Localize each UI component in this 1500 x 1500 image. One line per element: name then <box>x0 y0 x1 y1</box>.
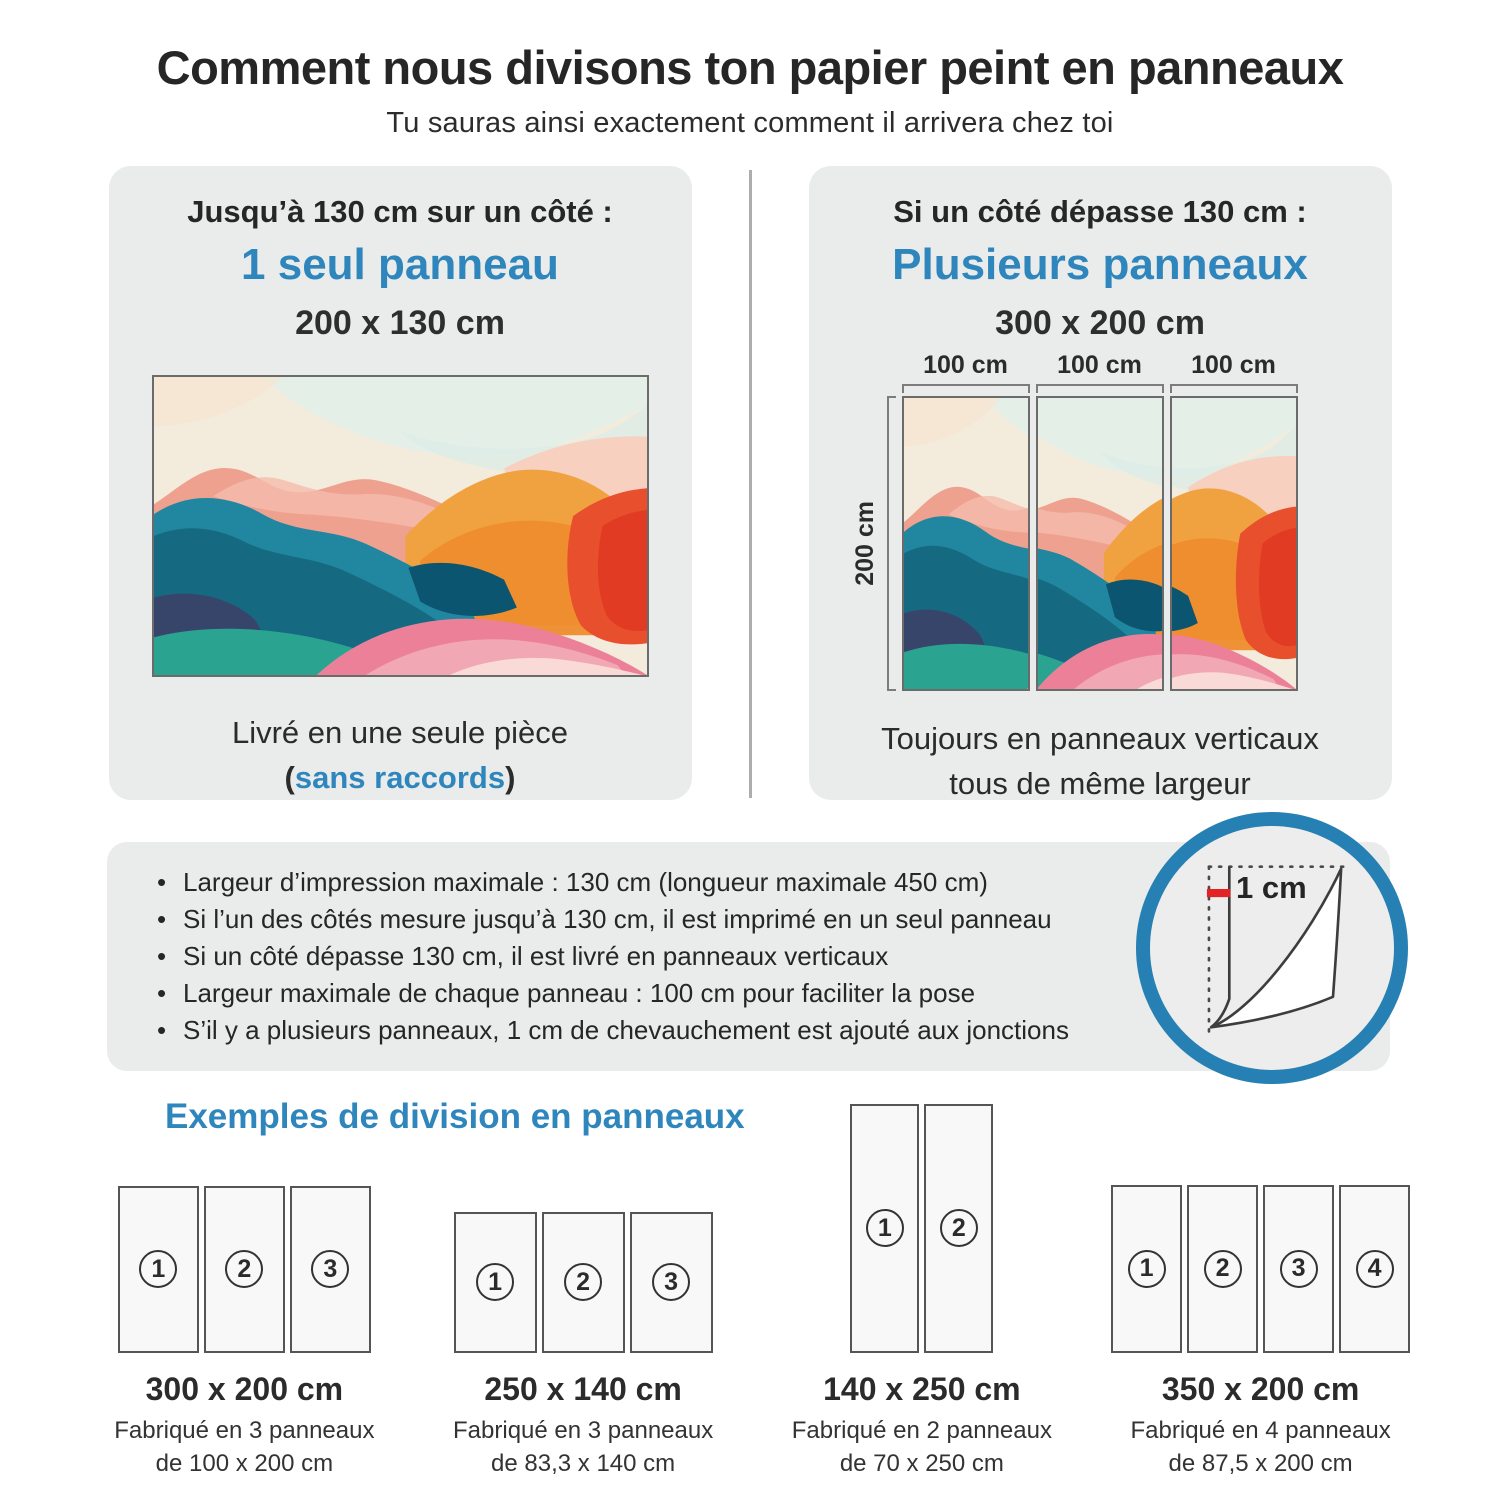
examples-row <box>0 1101 1500 1480</box>
rules-summary-box <box>107 842 1390 1071</box>
panel <box>290 1186 371 1353</box>
panel <box>454 1212 537 1353</box>
single-panel-card <box>109 166 692 800</box>
wallpaper-artwork <box>154 377 647 675</box>
panel <box>1111 1185 1182 1353</box>
width-measures <box>902 351 1298 393</box>
panel-number: 2 <box>1204 1250 1242 1288</box>
example-desc-line2: de 100 x 200 cm <box>155 1449 334 1477</box>
multi-panel-caption <box>809 717 1392 807</box>
single-panel-caption-line1: Livré en une seule pièce <box>231 715 569 750</box>
panel-number: 1 <box>1128 1250 1166 1288</box>
width-measure-3 <box>1170 351 1298 393</box>
multi-panel-headline: Plusieurs panneaux <box>892 240 1308 289</box>
single-panel-caption <box>109 711 692 801</box>
examples-heading: Exemples de division en panneaux <box>165 1096 745 1136</box>
example-description <box>453 1414 713 1480</box>
wallpaper-panel-1 <box>902 396 1030 691</box>
example-description <box>114 1414 374 1480</box>
example-300x200 <box>75 1101 414 1480</box>
overlap-icon <box>1136 812 1408 1084</box>
example-desc-line2: de 70 x 250 cm <box>839 1449 1004 1477</box>
width-measure-bracket <box>1036 384 1164 393</box>
page-header <box>0 0 1500 140</box>
rule-item: • Largeur maximale de chaque panneau : 100 cm pour faciliter la pose <box>153 975 1163 1012</box>
panel <box>204 1186 285 1353</box>
height-measure-label: 200 cm <box>850 501 879 586</box>
panel-split-diagram <box>783 351 1366 691</box>
example-size: 300 x 200 cm <box>145 1370 344 1407</box>
wallpaper-artwork <box>904 398 1030 689</box>
example-description <box>792 1414 1052 1480</box>
wallpaper-artwork <box>1036 398 1164 689</box>
single-panel-headline: 1 seul panneau <box>241 240 559 289</box>
multi-panel-card <box>809 166 1392 800</box>
rule-item: • Si l’un des côtés mesure jusqu’à 130 cm, il est imprimé en un seul panneau <box>153 901 1163 938</box>
width-measure-1 <box>902 351 1030 393</box>
wallpaper-panel-3 <box>1170 396 1298 691</box>
example-desc-line2: de 83,3 x 140 cm <box>491 1449 676 1477</box>
single-panel-condition: Jusqu’à 130 cm sur un côté : <box>187 194 613 229</box>
width-measure-bracket <box>902 384 1030 393</box>
example-desc-line2: de 87,5 x 200 cm <box>1168 1449 1353 1477</box>
panel-number: 2 <box>225 1250 263 1288</box>
rule-item: • Si un côté dépasse 130 cm, il est livré en panneaux verticaux <box>153 938 1163 975</box>
page-subtitle: Tu sauras ainsi exactement comment il arrivera chez toi <box>386 107 1114 139</box>
panel-number: 1 <box>866 1209 904 1247</box>
example-size: 140 x 250 cm <box>823 1370 1021 1407</box>
panel-number: 4 <box>1356 1250 1394 1288</box>
overlap-measure-label: 1 cm <box>1236 870 1307 905</box>
panel <box>118 1186 199 1353</box>
rules-list <box>153 864 1163 1049</box>
panel-number: 3 <box>311 1250 349 1288</box>
example-140x250 <box>753 1101 1092 1480</box>
panels-block <box>902 351 1298 691</box>
width-measure-2 <box>1036 351 1164 393</box>
panel-rule-cards <box>0 166 1500 800</box>
wallpaper-panel-2 <box>1036 396 1164 691</box>
page-title: Comment nous divisons ton papier peint en panneaux <box>156 41 1344 94</box>
panel-number: 1 <box>476 1263 514 1301</box>
example-250x140 <box>414 1101 753 1480</box>
panel <box>1263 1185 1334 1353</box>
panel-number: 3 <box>1280 1250 1318 1288</box>
example-panels <box>1111 1101 1410 1353</box>
example-panels <box>850 1101 993 1353</box>
width-measure-label: 100 cm <box>923 351 1008 379</box>
example-panels <box>118 1101 371 1353</box>
panel-number: 3 <box>652 1263 690 1301</box>
example-desc-line1: Fabriqué en 3 panneaux <box>453 1416 714 1444</box>
examples-section <box>0 1096 1500 1480</box>
rule-item: • S’il y a plusieurs panneaux, 1 cm de chevauchement est ajouté aux jonctions <box>153 1012 1163 1049</box>
paren-open: ( <box>284 759 295 795</box>
multi-panel-size: 300 x 200 cm <box>995 304 1205 342</box>
cards-divider <box>749 170 752 798</box>
panel <box>1187 1185 1258 1353</box>
paper-curl-icon <box>1150 826 1394 1070</box>
panel-number: 2 <box>940 1209 978 1247</box>
single-panel-caption-line2 <box>109 756 692 801</box>
width-measure-label: 100 cm <box>1191 351 1276 379</box>
example-desc-line1: Fabriqué en 2 panneaux <box>791 1416 1052 1444</box>
example-350x200 <box>1091 1101 1430 1480</box>
example-panels <box>454 1101 713 1353</box>
wallpaper-preview-single <box>152 375 649 677</box>
multi-panel-caption-line2: tous de même largeur <box>949 765 1251 801</box>
rule-item: • Largeur d’impression maximale : 130 cm (longueur maximale 450 cm) <box>153 864 1163 901</box>
wallpaper-preview-split <box>902 396 1298 691</box>
panel <box>542 1212 625 1353</box>
panel <box>850 1104 919 1353</box>
height-measure <box>851 396 896 691</box>
panel <box>630 1212 713 1353</box>
multi-panel-caption-line1: Toujours en panneaux verticaux <box>881 721 1319 756</box>
example-description <box>1131 1414 1391 1480</box>
single-panel-size: 200 x 130 cm <box>295 304 505 342</box>
panel-number: 1 <box>139 1250 177 1288</box>
paren-close: ) <box>505 759 516 795</box>
width-measure-bracket <box>1170 384 1298 393</box>
panel-number: 2 <box>564 1263 602 1301</box>
width-measure-label: 100 cm <box>1057 351 1142 379</box>
height-measure-bracket <box>887 396 896 691</box>
sans-raccords-highlight: sans raccords <box>294 759 506 795</box>
multi-panel-condition: Si un côté dépasse 130 cm : <box>893 194 1307 229</box>
example-desc-line1: Fabriqué en 3 panneaux <box>114 1416 375 1444</box>
wallpaper-artwork <box>1170 398 1296 689</box>
panel <box>924 1104 993 1353</box>
example-size: 250 x 140 cm <box>484 1370 682 1407</box>
example-desc-line1: Fabriqué en 4 panneaux <box>1130 1416 1391 1444</box>
example-size: 350 x 200 cm <box>1161 1370 1360 1407</box>
panel <box>1339 1185 1410 1353</box>
